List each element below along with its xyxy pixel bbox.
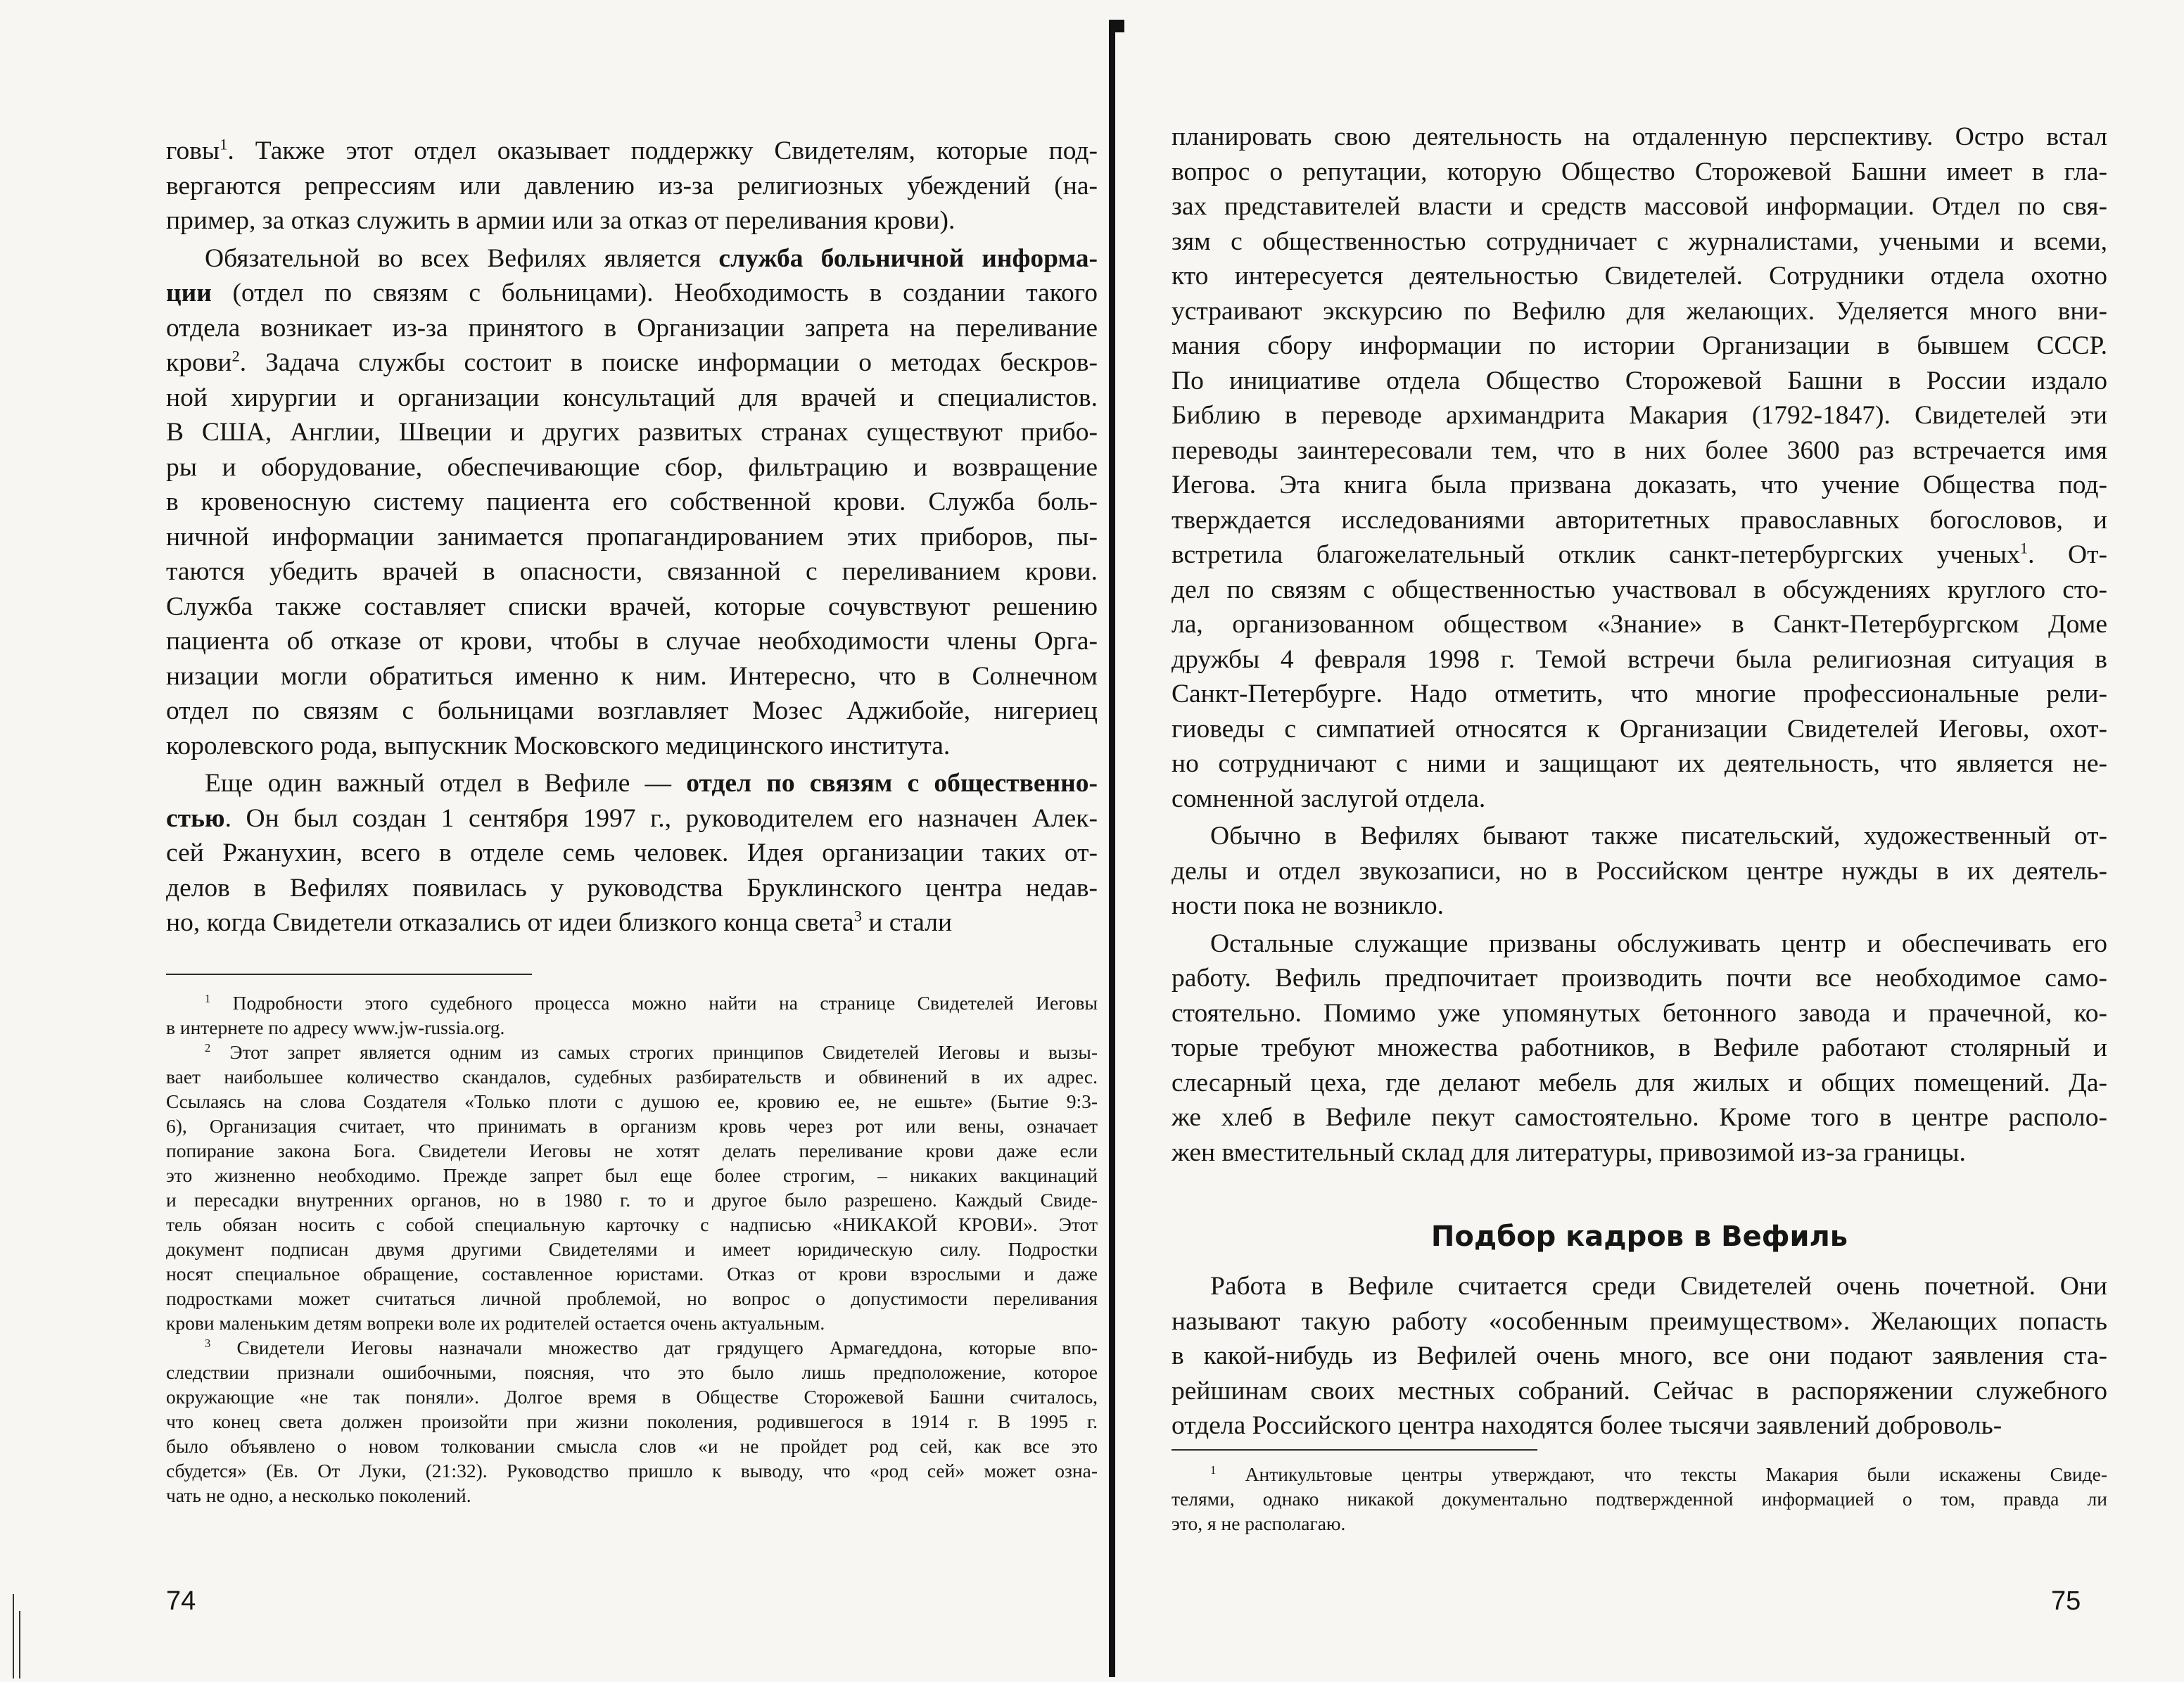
text-run: было объявлено о новом толковании смысла слов «и не пройдет род сей, как все это (166, 1435, 1098, 1457)
text-run: низации могли обратиться именно к ним. Интересно, что в Солнечном (166, 661, 1098, 691)
text-line (1172, 854, 2107, 889)
text-line (1172, 294, 2107, 329)
text-run: сей Ржанухин, всего в отделе семь человек. Идея организации таких от- (166, 839, 1098, 867)
footnote-line (166, 1311, 1098, 1335)
text-run: вает наибольшее количество скандалов, судебных разбирательств и обвинений в их адрес. (166, 1066, 1098, 1088)
footnote-marker: 1 (2019, 539, 2029, 557)
text-run: Санкт-Петербурге. Надо отметить, что многие профессиональные рели- (1172, 680, 2107, 708)
text-line (1172, 996, 2107, 1031)
text-line (166, 905, 1098, 941)
text-run: документ подписан двумя другими Свидетелями и имеет юридическую силу. Подростки (166, 1238, 1098, 1260)
text-line (166, 203, 1098, 238)
text-line (1172, 503, 2107, 538)
footnote-line (1172, 1511, 2107, 1536)
text-run: королевского рода, выпускник Московского медицинского института. (166, 731, 951, 760)
text-line (1172, 642, 2107, 677)
text-run: телями, однако никакой документально подтвержденной информацией о том, правда ли (1172, 1488, 2107, 1510)
text-line (1172, 155, 2107, 190)
text-line (1172, 1408, 2107, 1444)
left-body-text (166, 134, 1098, 941)
text-run: ничной информации занимается пропагандированием этих приборов, пы- (166, 522, 1098, 552)
text-line (166, 694, 1098, 729)
footnote-line (1172, 1462, 2107, 1486)
text-run: мания сбору информации по истории Организации в бывшем СССР. (1172, 331, 2107, 360)
scan-edge-mark (19, 1611, 20, 1678)
text-line (166, 134, 1098, 169)
text-line (1172, 329, 2107, 364)
text-line (1172, 573, 2107, 608)
footnote-line (166, 1483, 1098, 1508)
text-run: Этот запрет является одним из самых строгих принципов Свидетелей Иеговы и вызы- (210, 1041, 1098, 1063)
text-run: и стали (861, 908, 953, 937)
text-run: . Также этот отдел оказывает поддержку Свидетелям, которые под- (227, 136, 1098, 165)
footnote-line (166, 1040, 1098, 1064)
text-run: устраивают экскурсию по Вефилю для желающих. Уделяется много вни- (1172, 296, 2107, 326)
right-body-bottom (1172, 1269, 2107, 1444)
text-run: окружающие «не так поняли». Долгое время в Обществе Сторожевой Башни считалось, (166, 1386, 1098, 1408)
text-run: гиоведы с симпатией относятся к Организации Свидетелей Иеговы, охот- (1172, 714, 2107, 744)
section-heading: Подбор кадров в Вефиль (1430, 1221, 1848, 1253)
text-run: Обычно в Вефилях бывают также писательский, художественный от- (1210, 822, 2107, 850)
text-run: ры и оборудование, обеспечивающие сбор, фильтрацию и возвращение (166, 452, 1098, 482)
text-line (1172, 398, 2107, 433)
text-run: в интернете по адресу www.jw-russia.org. (166, 1017, 505, 1038)
text-run: Работа в Вефиле считается среди Свидетелей очень почетной. Они (1210, 1272, 2107, 1301)
text-run: вергаются репрессиям или давлению из-за религиозных убеждений (на- (166, 171, 1098, 200)
text-run: и пересадки внутренних органов, но в 1980 г. то и другое было разрешено. Каждый Свиде- (166, 1189, 1098, 1211)
text-run: ла, организованном обществом «Знание» в Санкт-Петербургском Доме (1172, 610, 2107, 639)
text-run: подростками может считаться личной проблемой, но вопрос о допустимости переливания (166, 1287, 1098, 1309)
text-line (166, 871, 1098, 906)
text-line (1172, 468, 2107, 503)
footnote-marker: 1 (205, 991, 211, 1005)
text-run: дел по связям с общественностью участвовал в обсуждениях круглого сто- (1172, 575, 2107, 604)
text-run: слесарный цеха, где делают мебель для жилых и общих помещений. Да- (1172, 1068, 2107, 1097)
text-run: Служба также составляет списки врачей, которые сочувствуют решению (166, 592, 1098, 621)
footnote-line (166, 1064, 1098, 1089)
text-run: Подробности этого судебного процесса можно найти на странице Свидетелей Иеговы (210, 992, 1098, 1014)
text-run: . Задача службы состоит в поиске информации о методах бескров- (239, 348, 1098, 377)
right-body-top (1172, 120, 2107, 1170)
text-run: крови маленьким детям вопреки воле их родителей остается очень актуальным. (166, 1312, 825, 1334)
text-line (1172, 189, 2107, 224)
footnote-marker: 2 (205, 1040, 211, 1055)
text-run: зям с общественностью сотрудничает с журналистами, учеными и всеми, (1172, 227, 2107, 256)
footnote-line (166, 1015, 1098, 1040)
text-line (1172, 259, 2107, 294)
text-line (1172, 1269, 2107, 1304)
text-run: пример, за отказ служить в армии или за отказ от переливания крови). (166, 206, 956, 235)
text-run: В США, Англии, Швеции и других развитых странах существуют прибо- (166, 418, 1098, 447)
text-line (1172, 1135, 2107, 1171)
right-body-text (1172, 120, 2107, 1170)
text-line (166, 345, 1098, 381)
footnote-separator (1172, 1449, 1537, 1451)
text-run: но сотрудничают с ними и защищают их деятельность, что является не- (1172, 749, 2107, 778)
footnote-line (166, 1138, 1098, 1163)
text-line (1172, 1339, 2107, 1374)
text-line (166, 766, 1098, 801)
text-run: что конец света должен произойти при жизни поколения, родившегося в 1914 г. В 1995 г. (166, 1410, 1098, 1432)
text-line (1172, 364, 2107, 399)
text-line (166, 415, 1098, 450)
footnote-line (166, 1089, 1098, 1114)
text-run: делы и отдел звукозаписи, но в Российском центре нужды в их деятель- (1172, 856, 2107, 886)
text-line (1172, 1100, 2107, 1135)
right-footnotes (1172, 1462, 2107, 1536)
text-run: отдел по связям с больницами возглавляет Мозес Аджибойе, нигериец (166, 696, 1098, 725)
text-line (1172, 1374, 2107, 1409)
text-run: По инициативе отдела Общество Сторожевой Башни в России издало (1172, 366, 2107, 395)
footnote-line (166, 1458, 1098, 1483)
text-run: . Он был создан 1 сентября 1997 г., руководителем его назначен Алек- (224, 803, 1098, 833)
text-run: называют такую работу «особенным преимуществом». Желающих попасть (1172, 1306, 2107, 1336)
text-run: Свидетели Иеговы назначали множество дат грядущего Армагеддона, которые впо- (210, 1337, 1098, 1358)
text-run: стоятельно. Помимо уже упомянутых бетонного завода и прачечной, ко- (1172, 998, 2107, 1028)
text-run: таются убедить врачей в опасности, связанной с переливанием крови. (166, 557, 1098, 586)
bold-term: стью (166, 803, 225, 833)
text-run: 6), Организация считает, что принимать в организм кровь через рот или вены, означает (166, 1115, 1098, 1137)
text-run: пациента об отказе от крови, чтобы в случае необходимости члены Орга- (166, 627, 1098, 656)
text-line (166, 381, 1098, 416)
text-run: в кровеносную систему пациента его собственной крови. Служба боль- (166, 488, 1098, 516)
text-line (166, 241, 1098, 276)
page-number-right: 75 (2051, 1586, 2081, 1616)
text-line (1172, 120, 2107, 155)
page-number-left: 74 (166, 1586, 196, 1616)
text-line (166, 590, 1098, 625)
text-run: ной хирургии и организации консультаций для врачей и специалистов. (166, 383, 1098, 412)
text-run: это жизненно необходимо. Прежде запрет был еще более строгим, – никаких вакцинаций (166, 1164, 1098, 1186)
footnote-marker: 1 (220, 135, 228, 153)
text-run: Антикультовые центры утверждают, что тексты Макария были искажены Свиде- (1216, 1463, 2107, 1485)
footnote-marker: 3 (205, 1336, 211, 1350)
text-run: крови (166, 348, 232, 377)
footnote-line (166, 1384, 1098, 1409)
text-run: тель обязан носить с собой специальную карточку с надписью «НИКАКОЙ КРОВИ». Этот (166, 1213, 1098, 1235)
footnote-marker: 1 (1210, 1463, 1217, 1477)
footnote-line (166, 1237, 1098, 1261)
text-run: попирание закона Бога. Свидетели Иеговы не хотят делать переливание крови даже если (166, 1140, 1098, 1161)
bold-term: ции (166, 279, 212, 307)
text-run: жен вместительный склад для литературы, привозимой из-за границы. (1172, 1138, 1966, 1167)
footnote-separator (166, 974, 532, 975)
text-run: Ссылаясь на слова Создателя «Только плоти с душою ее, кровию ее, не ешьте» (Бытие 9:3- (166, 1090, 1098, 1112)
text-line (1172, 1031, 2107, 1066)
text-line (166, 729, 1098, 764)
text-run: делов в Вефилях появилась у руководства Бруклинского центра недав- (166, 873, 1098, 903)
text-run: вопрос о репутации, которую Общество Сторожевой Башни имеет в гла- (1172, 157, 2107, 186)
text-run: следствии признали ошибочными, поясняя, что это было лишь предположение, которое (166, 1361, 1098, 1383)
text-line (166, 276, 1098, 311)
text-run: Иегова. Эта книга была призвана доказать, что учение Общества под- (1172, 471, 2107, 499)
text-line (1172, 433, 2107, 469)
text-line (1172, 1304, 2107, 1339)
footnote-line (166, 1212, 1098, 1237)
text-line (166, 169, 1098, 204)
text-run: встретила благожелательный отклик санкт-петербургских ученых (1172, 540, 2020, 569)
text-line (166, 520, 1098, 555)
text-run: планировать свою деятельность на отдаленную перспективу. Остро встал (1172, 122, 2107, 151)
text-run: работу. Вефиль предпочитает производить почти все необходимое само- (1172, 964, 2107, 993)
text-run: (отдел по связям с больницами). Необходимость в создании такого (211, 279, 1098, 307)
text-line (1172, 224, 2107, 260)
text-run: рейшинам своих местных собраний. Сейчас в распоряжении служебного (1172, 1376, 2107, 1406)
footnote-line (166, 1187, 1098, 1212)
footnote-line (166, 1434, 1098, 1458)
text-run: Библию в переводе архимандрита Макария (1792-1847). Свидетелей эти (1172, 401, 2107, 430)
bold-term: служба больничной информа- (718, 243, 1098, 273)
text-run: тверждается исследованиями авторитетных православных богословов, и (1172, 505, 2107, 535)
footnote-line (166, 1114, 1098, 1138)
text-line (166, 659, 1098, 694)
text-line (1172, 712, 2107, 747)
text-run: Еще один важный отдел в Вефиле — (205, 769, 687, 798)
text-run: торые требуют множества работников, в Вефиле работают столярный и (1172, 1033, 2107, 1062)
right-page (1115, 0, 2184, 1682)
text-line (1172, 1066, 2107, 1101)
footnote-line (166, 1286, 1098, 1311)
footnote-line (166, 1335, 1098, 1360)
text-run: сомненной заслугой отдела. (1172, 784, 1486, 813)
text-run: Обязательной во всех Вефилях является (205, 243, 719, 273)
footnote-line (166, 1409, 1098, 1434)
footnote-line (166, 1163, 1098, 1187)
text-run: в какой-нибудь из Вефилей очень много, все они подают заявления ста- (1172, 1342, 2107, 1370)
text-run: переводы заинтересовали тем, что в них более 3600 раз встречается имя (1172, 435, 2107, 465)
text-run: Остальные служащие призваны обслуживать центр и обеспечивать его (1210, 929, 2107, 958)
text-run: сбудется» (Ев. От Луки, (21:32). Руководство пришло к выводу, что «род сей» может озна- (166, 1460, 1098, 1482)
footnote-line (166, 1360, 1098, 1384)
text-line (1172, 961, 2107, 996)
text-run: отдела Российского центра находятся более тысячи заявлений доброволь- (1172, 1411, 2002, 1440)
text-run: зах представителей власти и средств массовой информации. Отдел по свя- (1172, 192, 2107, 221)
text-line (166, 801, 1098, 836)
text-line (1172, 746, 2107, 782)
text-run: чать не одно, а несколько поколений. (166, 1484, 471, 1506)
text-line (1172, 677, 2107, 712)
text-line (1172, 819, 2107, 854)
text-line (166, 624, 1098, 659)
text-run: носят специальное обращение, составленное юристами. Отказ от крови взрослыми и даже (166, 1263, 1098, 1285)
text-line (166, 485, 1098, 520)
text-line (166, 450, 1098, 485)
footnote-line (166, 1261, 1098, 1286)
text-line (1172, 782, 2107, 817)
text-line (166, 554, 1098, 590)
text-line (1172, 607, 2107, 642)
text-run: это, я не располагаю. (1172, 1512, 1346, 1534)
left-footnotes (166, 990, 1098, 1508)
footnote-marker: 3 (853, 907, 862, 925)
text-run: дружбы 4 февраля 1998 г. Темой встречи была религиозная ситуация в (1172, 644, 2107, 674)
text-run: отдела возникает из-за принятого в Организации запрета на переливание (166, 313, 1098, 343)
text-line (166, 311, 1098, 346)
text-line (1172, 926, 2107, 962)
text-run: кто интересуется деятельностью Свидетелей. Сотрудники отдела охотно (1172, 262, 2107, 291)
text-run: ности пока не возникло. (1172, 891, 1445, 920)
text-line (166, 836, 1098, 871)
scan-edge-mark (13, 1594, 14, 1678)
text-line (1172, 537, 2107, 573)
text-line (1172, 888, 2107, 924)
footnote-line (166, 990, 1098, 1015)
footnote-line (1172, 1486, 2107, 1511)
book-spine-shadow (1109, 31, 1115, 1677)
text-run: но, когда Свидетели отказались от идеи близкого конца света (166, 908, 854, 937)
bold-term: отдел по связям с общественно- (686, 769, 1098, 798)
footnote-marker: 2 (231, 347, 240, 365)
text-run: говы (166, 136, 220, 165)
text-run: же хлеб в Вефиле пекут самостоятельно. Кроме того в центре располо- (1172, 1103, 2107, 1132)
text-run: . От- (2028, 540, 2107, 569)
